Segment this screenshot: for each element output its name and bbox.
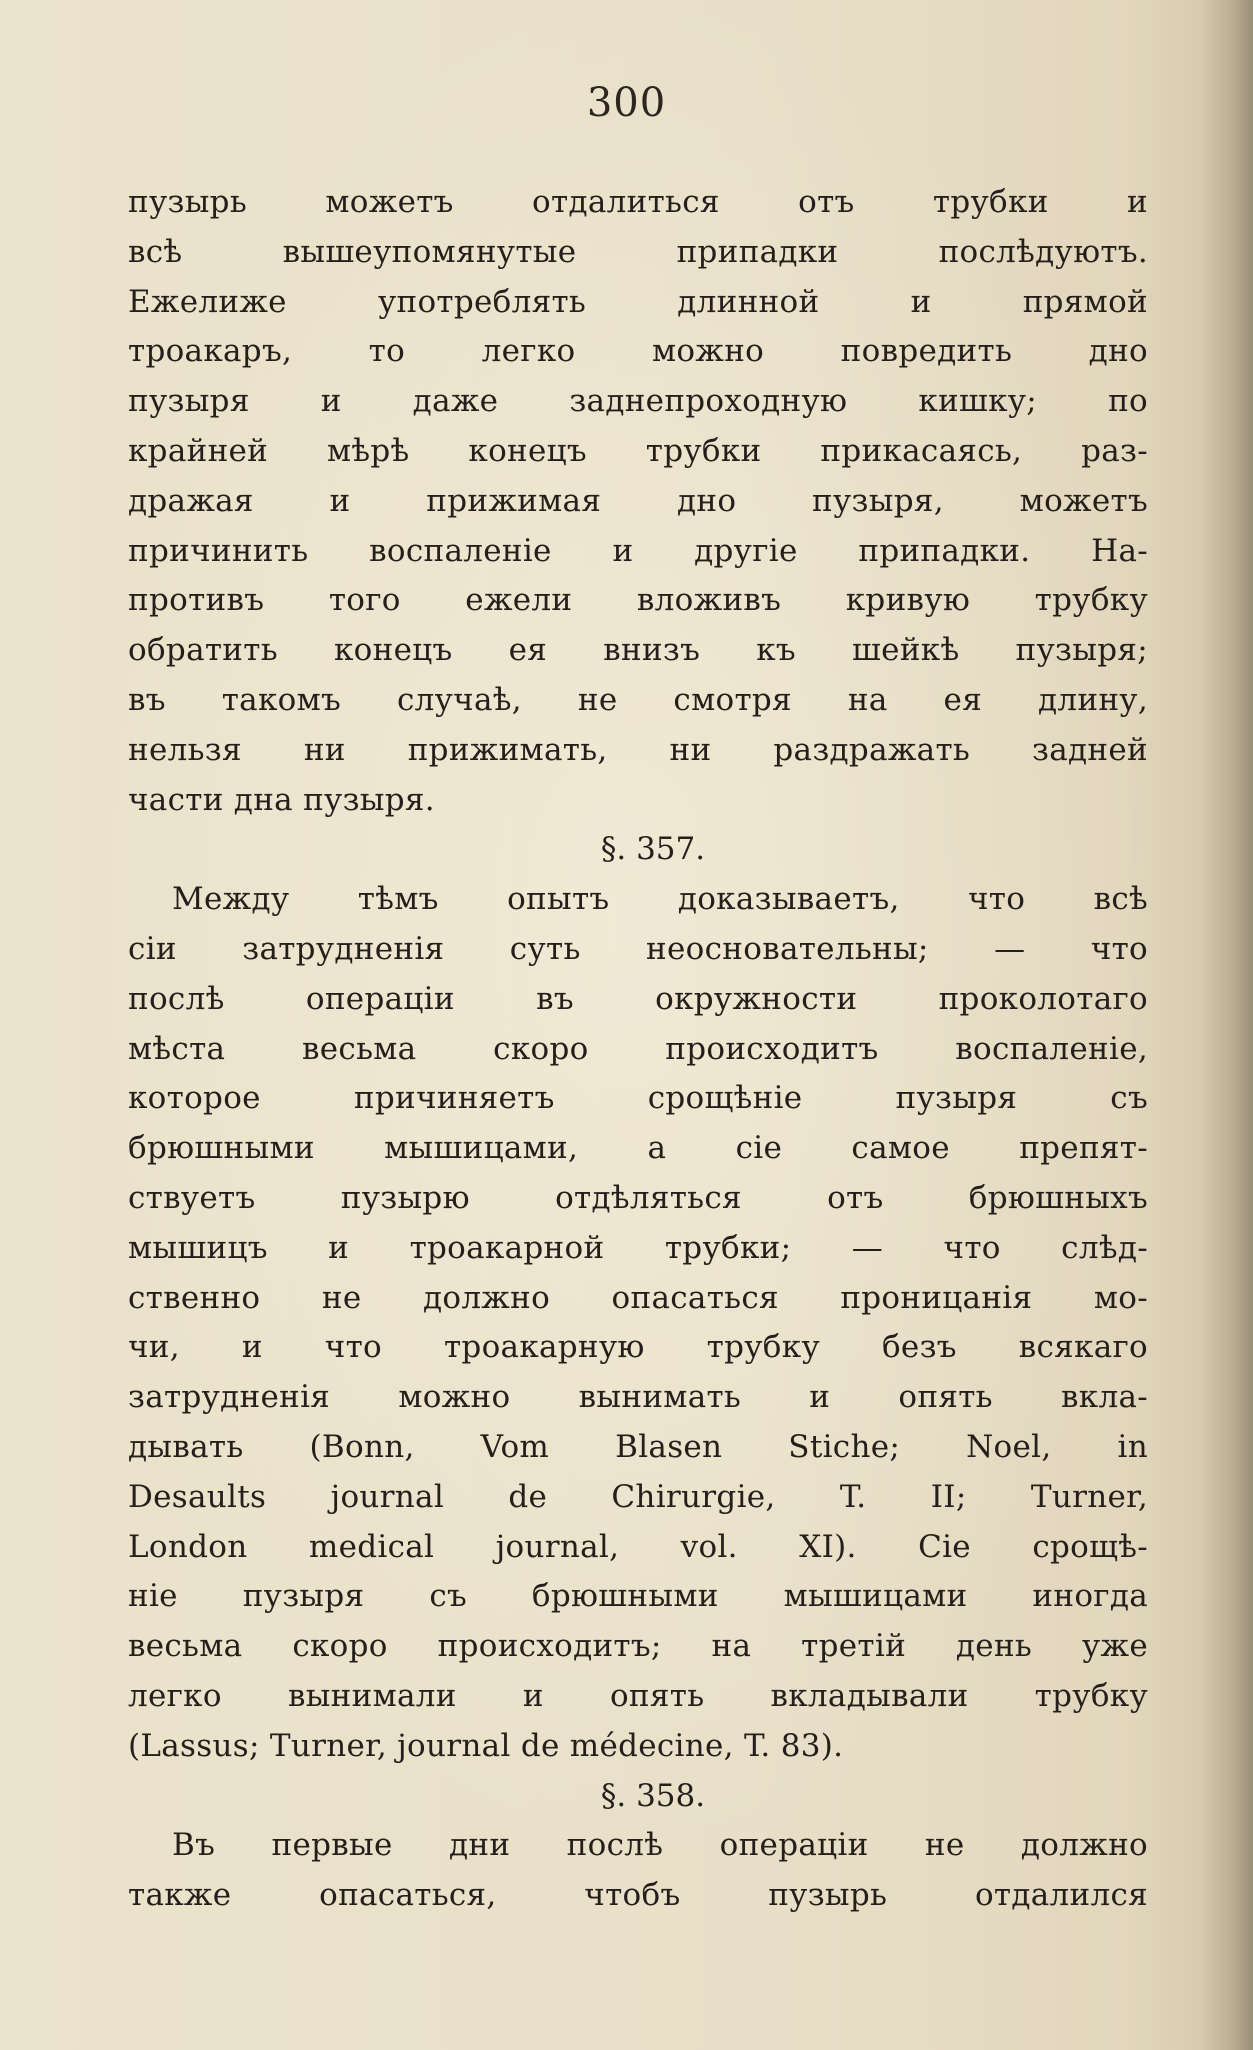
section-heading-358: §. 358. — [600, 1777, 706, 1814]
text-line: (Lassus; Turner, journal de médecine, T. 83). — [128, 1727, 844, 1764]
page-number: 300 — [586, 80, 667, 126]
text-line: London medical journal, vol. XI). Сіе срощѣ- — [128, 1528, 1148, 1565]
paragraph-2 — [128, 875, 1148, 1771]
text-line: затрудненія можно вынимать и опять вкла- — [128, 1379, 1148, 1416]
text-line: легко вынимали и опять вкладывали трубку — [128, 1677, 1148, 1714]
text-line: Ежелиже употреблять длинной и прямой — [128, 283, 1148, 320]
text-line: пузырь можетъ отдалиться отъ трубки и — [128, 184, 1148, 220]
text-line: Desaults journal de Chirurgie, T. II; Turner, — [128, 1478, 1148, 1515]
text-line: Между тѣмъ опытъ доказываетъ, что всѣ — [172, 881, 1148, 918]
text-line: весьма скоро происходитъ; на третій день уже — [128, 1628, 1148, 1665]
text-line: Въ первые дни послѣ операціи не должно — [172, 1827, 1148, 1864]
text-line: части дна пузыря. — [128, 781, 435, 818]
text-line: пузыря и даже заднепроходную кишку; по — [128, 383, 1148, 420]
body-text — [128, 178, 1148, 1921]
text-line: противъ того ежели вложивъ кривую трубку — [128, 582, 1148, 619]
text-line: также опасаться, чтобъ пузырь отдалился — [128, 1877, 1148, 1914]
paragraph-1 — [128, 178, 1148, 825]
text-line: брюшными мышицами, а сіе самое препят- — [128, 1130, 1148, 1167]
text-line: всѣ вышеупомянутые припадки послѣдуютъ. — [128, 233, 1148, 270]
text-line: ственно не должно опасаться проницанія мо- — [128, 1279, 1148, 1316]
section-heading-357: §. 357. — [600, 831, 706, 868]
text-line: мышицъ и троакарной трубки; — что слѣд- — [128, 1229, 1148, 1266]
text-line: ствуетъ пузырю отдѣляться отъ брюшныхъ — [128, 1179, 1148, 1216]
text-line: нельзя ни прижимать, ни раздражать задней — [128, 731, 1148, 768]
text-line: дражая и прижимая дно пузыря, можетъ — [128, 482, 1148, 519]
text-line: причинить воспаленіе и другіе припадки. На- — [128, 532, 1148, 569]
text-line: ніе пузыря съ брюшными мышицами иногда — [128, 1578, 1148, 1615]
text-line: въ такомъ случаѣ, не смотря на ея длину, — [128, 681, 1148, 718]
text-line: сіи затрудненія суть неосновательны; — что — [128, 930, 1148, 967]
text-line: обратить конецъ ея внизъ къ шейкѣ пузыря; — [128, 632, 1148, 669]
text-line: чи, и что троакарную трубку безъ всякаго — [128, 1329, 1148, 1366]
text-line: которое причиняетъ срощѣніе пузыря съ — [128, 1080, 1148, 1117]
text-line: дывать (Bonn, Vom Blasen Stiche; Noel, in — [128, 1428, 1148, 1465]
text-line: послѣ операціи въ окружности проколотаго — [128, 980, 1148, 1017]
paragraph-3 — [128, 1821, 1148, 1921]
page-edge-shadow — [1198, 0, 1253, 2050]
text-line: крайней мѣрѣ конецъ трубки прикасаясь, раз- — [128, 432, 1148, 469]
text-line: троакаръ, то легко можно повредить дно — [128, 333, 1148, 370]
text-line: мѣста весьма скоро происходитъ воспаленіе, — [128, 1030, 1148, 1067]
